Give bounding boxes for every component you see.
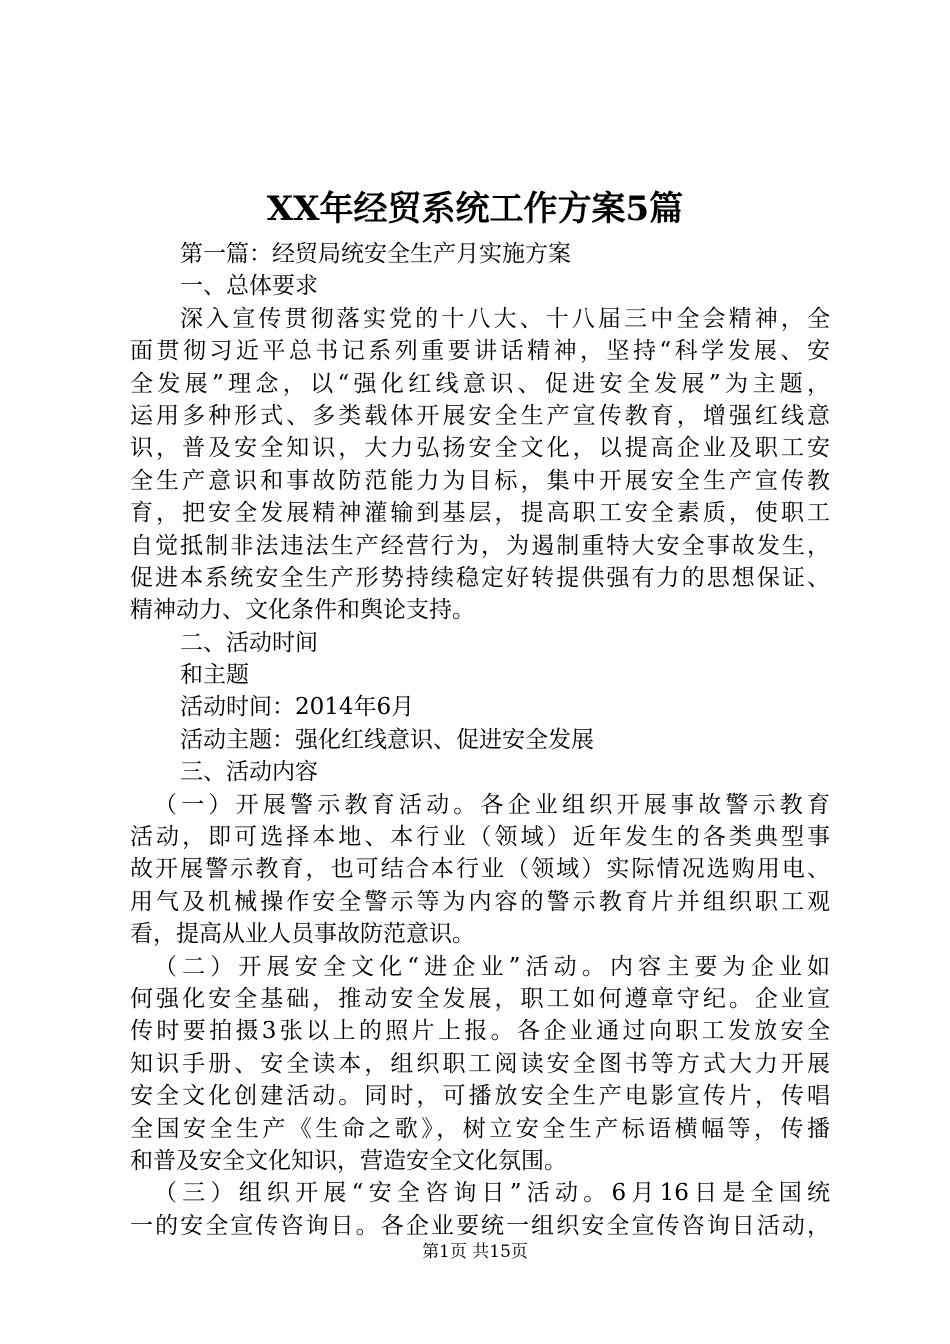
document-body: [130, 238, 830, 1242]
body-line: 看，提高从业人员事故防范意识。: [130, 921, 475, 948]
body-line: 全生产意识和事故防范能力为目标，集中开展安全生产宣传教: [130, 467, 830, 494]
body-line: 育，把安全发展精神灌输到基层，提高职工安全素质，使职工: [130, 500, 830, 527]
body-line: 活动时间：2014年6月: [180, 694, 415, 721]
body-line: 促进本系统安全生产形势持续稳定好转提供强有力的思想保证、: [130, 564, 830, 591]
document-title: XX年经贸系统工作方案5篇: [266, 189, 684, 229]
body-line: 识，普及安全知识，大力弘扬安全文化，以提高企业及职工安: [130, 435, 830, 462]
body-line: 知识手册、安全读本，组织职工阅读安全图书等方式大力开展: [130, 1050, 830, 1077]
body-line: 全国安全生产《生命之歌》，树立安全生产标语横幅等，传播: [130, 1115, 830, 1142]
body-line: 面贯彻习近平总书记系列重要讲话精神，坚持“科学发展、安: [130, 338, 830, 365]
body-line: （三）组织开展“安全咨询日”活动。6月16日是全国统: [154, 1180, 830, 1207]
body-line: 活动主题：强化红线意识、促进安全发展: [180, 726, 594, 753]
body-line: （二）开展安全文化“进企业”活动。内容主要为企业如: [154, 953, 830, 980]
body-line: 安全文化创建活动。同时，可播放安全生产电影宣传片，传唱: [130, 1083, 830, 1110]
body-line: 用气及机械操作安全警示等为内容的警示教育片并组织职工观: [130, 888, 830, 915]
body-line: （一）开展警示教育活动。各企业组织开展事故警示教育: [154, 791, 830, 818]
body-line: 精神动力、文化条件和舆论支持。: [130, 597, 475, 624]
body-line: 故开展警示教育，也可结合本行业（领域）实际情况选购用电、: [130, 856, 830, 883]
page-footer: 第1页 共15页: [422, 1242, 528, 1262]
body-line: 和普及安全文化知识，营造安全文化氛围。: [130, 1147, 567, 1174]
body-line: 全发展”理念，以“强化红线意识、促进安全发展”为主题，: [130, 370, 830, 397]
body-line: 二、活动时间: [180, 629, 318, 656]
body-line: 自觉抵制非法违法生产经营行为，为遏制重特大安全事故发生，: [130, 532, 830, 559]
body-line: 深入宣传贯彻落实党的十八大、十八届三中全会精神，全: [180, 305, 830, 332]
body-line: 活动，即可选择本地、本行业（领域）近年发生的各类典型事: [130, 824, 830, 851]
body-line: 第一篇：经贸局统安全生产月实施方案: [180, 241, 571, 267]
body-line: 一、总体要求: [180, 273, 318, 300]
body-line: 一的安全宣传咨询日。各企业要统一组织安全宣传咨询日活动，: [130, 1212, 830, 1239]
body-line: 运用多种形式、多类载体开展安全生产宣传教育，增强红线意: [130, 402, 830, 429]
body-line: 何强化安全基础，推动安全发展，职工如何遵章守纪。企业宣: [130, 985, 830, 1012]
body-line: 三、活动内容: [180, 759, 318, 786]
body-line: 和主题: [180, 662, 249, 689]
body-line: 传时要拍摄3张以上的照片上报。各企业通过向职工发放安全: [130, 1018, 830, 1045]
